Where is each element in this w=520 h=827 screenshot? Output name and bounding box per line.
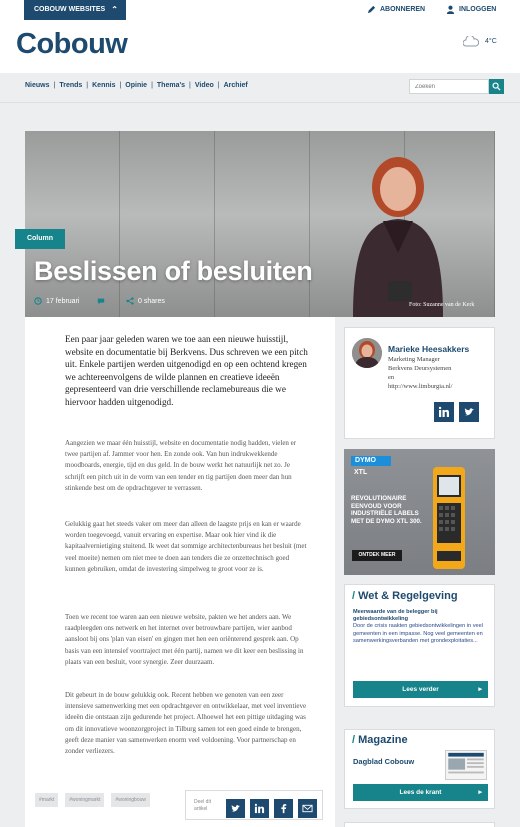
cloud-icon xyxy=(463,36,479,47)
nav-item-video[interactable]: Video xyxy=(194,82,214,89)
nav-item-trends[interactable]: Trends xyxy=(59,82,83,89)
read-newspaper-button[interactable] xyxy=(353,784,488,801)
share-icon xyxy=(126,297,134,305)
ad-text: REVOLUTIONAIRE EENVOUD VOOR INDUSTRIËLE LABELS MET DE DYMO XTL 300. xyxy=(351,495,422,525)
nav-item-nieuws[interactable]: Nieuws xyxy=(25,82,50,89)
wet-title: Wet & Regelgeving xyxy=(358,590,458,602)
share-count-text: 0 shares xyxy=(138,297,165,305)
search-button[interactable] xyxy=(489,79,504,94)
temperature: 4°C xyxy=(485,38,497,45)
read-more-label: Lees verder xyxy=(402,686,439,693)
mail-icon xyxy=(302,803,313,814)
author-company: Berkvens Deursystemen xyxy=(388,365,452,372)
twitter-icon xyxy=(230,803,241,814)
search-icon xyxy=(492,82,501,91)
clock-icon xyxy=(34,297,42,305)
dymo-advertisement[interactable] xyxy=(344,449,495,575)
article-lead: Een paar jaar geleden waren we toe aan een nieuwe huisstijl, website en documentatie bij Berkvens. Dus schreven we een pitch uit. Enkele partijen werden uitgenodigd en op een ochtend kregen we achtereenvolgens de wilde plannen en creatieve ideeën gepresenteerd van drie verschillende reclamebureaus die we hiervoor hadden uitgenodigd. xyxy=(65,334,308,407)
share-twitter-button[interactable] xyxy=(226,799,245,818)
search-input[interactable] xyxy=(409,79,489,94)
top-header xyxy=(0,0,520,73)
pencil-icon xyxy=(367,5,376,14)
title-slash: / xyxy=(352,734,359,746)
read-more-button[interactable] xyxy=(353,681,488,698)
tag-woningmarkt[interactable]: #woningmarkt xyxy=(65,793,104,807)
date-text: 17 februari xyxy=(46,297,80,305)
author-info xyxy=(388,355,452,391)
widget-title xyxy=(352,734,408,746)
hero-image xyxy=(25,131,495,317)
nav-separator: | xyxy=(86,82,89,89)
publish-date xyxy=(34,297,79,305)
article-paragraph: Aangezien we maar één huisstijl, website en documentatie nodig hadden, vielen er twee partijen af. Jammer voor hen. En zonde ook. Van hun indrukwekkende moodboards, energie, tijd en dus geld. In de bouw werkt het natuurlijk net zo. Je schrijft een pitch uit in de vorm van een tender en tig partijen doen meer dan hun stinkende best om de opdrachtgever te verrassen. xyxy=(65,439,297,492)
share-box xyxy=(185,790,323,820)
user-icon xyxy=(446,5,455,14)
widget-title xyxy=(352,590,458,602)
ad-product-name: XTL xyxy=(354,469,368,476)
read-newspaper-label: Lees de krant xyxy=(399,789,442,796)
login-label: INLOGGEN xyxy=(459,6,497,13)
wet-link-title: Meerwaarde van de belegger bij gebiedsontwikkeling xyxy=(353,609,438,623)
cobouw-websites-button[interactable] xyxy=(24,0,126,20)
category-tag[interactable]: Column xyxy=(15,229,65,249)
author-role: Marketing Manager xyxy=(388,356,440,363)
nav-separator: | xyxy=(189,82,191,89)
share-linkedin-button[interactable] xyxy=(250,799,269,818)
comments-link[interactable] xyxy=(97,297,105,305)
label-printer-image xyxy=(429,463,469,573)
nav-separator: | xyxy=(217,82,220,89)
magazine-subtitle: Dagblad Cobouw xyxy=(353,757,415,766)
linkedin-icon xyxy=(438,406,450,418)
concrete-panel xyxy=(25,131,120,317)
linkedin-icon xyxy=(254,803,265,814)
concrete-panel xyxy=(215,131,310,317)
next-widget xyxy=(344,822,495,827)
share-email-button[interactable] xyxy=(298,799,317,818)
photo-credit: Foto: Suzanne van de Kerk xyxy=(409,302,475,308)
dymo-logo: DYMO xyxy=(351,456,391,466)
ad-cta-button[interactable]: ONTDEK MEER xyxy=(352,550,402,561)
arrow-right-icon: ▸ xyxy=(478,789,482,796)
weather-widget xyxy=(463,36,497,47)
nav-separator: | xyxy=(151,82,153,89)
share-count[interactable] xyxy=(126,297,165,305)
author-twitter-button[interactable] xyxy=(459,402,479,422)
author-url[interactable]: http://www.limburgia.nl/ xyxy=(388,383,453,390)
share-facebook-button[interactable] xyxy=(274,799,293,818)
article-paragraph: Gelukkig gaat het steeds vaker om meer dan alleen de laagste prijs en kan er waarde worden toegevoegd, vanuit ervaring en expertise. Maar ook hier vind ik die kapitaalvernietiging stuitend. Ik weet dat sommige architectenbureaus het besluit (met veel moeite) nemen om niet mee te doen aan tenders die ze onzettechnisch goed kunnen gebruiken, omdat de investering simpelweg te groot voor ze is. xyxy=(65,520,307,573)
author-linkedin-button[interactable] xyxy=(434,402,454,422)
author-name[interactable]: Marieke Heesakkers xyxy=(388,344,470,354)
nav-item-archief[interactable]: Archief xyxy=(223,82,248,89)
nav-item-themas[interactable]: Thema's xyxy=(156,82,186,89)
magazine-title: Magazine xyxy=(358,734,408,746)
twitter-icon xyxy=(463,406,475,418)
share-label: Deel dit artikel xyxy=(194,799,211,812)
chevron-up-icon: ⌃ xyxy=(111,5,118,14)
subscribe-link[interactable] xyxy=(367,5,425,14)
author-avatar[interactable] xyxy=(352,338,382,368)
author-portrait xyxy=(343,143,453,317)
nav-separator: | xyxy=(53,82,56,89)
cobouw-logo[interactable]: Cobouw xyxy=(16,28,128,60)
login-link[interactable] xyxy=(446,5,496,14)
tag-woningbouw[interactable]: #woningbouw xyxy=(111,793,150,807)
subscribe-label: ABONNEREN xyxy=(380,6,426,13)
newspaper-cover-image[interactable] xyxy=(445,750,487,780)
tag-list xyxy=(35,793,150,807)
author-and: en xyxy=(388,374,395,381)
nav-separator: | xyxy=(119,82,122,89)
arrow-right-icon: ▸ xyxy=(478,686,482,693)
sites-button-label: COBOUW WEBSITES xyxy=(34,6,106,13)
comment-icon xyxy=(97,297,105,305)
nav-menu xyxy=(25,82,248,89)
article-body xyxy=(25,317,335,827)
article-paragraph: Toen we recent toe waren aan een nieuwe website, pakten we het anders aan. We raadpleegden ons netwerk en het internet over betrouwbare partijen, wier aanbod aansloot bij ons 'plan van eisen' en gingen met hen een oriënterend gesprek aan. Op basis van een intensief voortraject met één partij, namen we dit keer een beslissing in plaats van een besluit, voor synergie. Zeer duurzaam. xyxy=(65,613,304,666)
author-card xyxy=(344,327,495,439)
facebook-icon xyxy=(278,803,289,814)
wet-article-link[interactable] xyxy=(353,609,488,645)
nav-item-opinie[interactable]: Opinie xyxy=(125,82,148,89)
article-paragraph: Dit gebeurt in de bouw gelukkig ook. Recent hebben we genoten van een zeer intensieve samenwerking met een opdrachtgever en ontwikkelaar, met veel inventieve ideeën die ontstaan zijn gedurende het project. Alhoewel het een pittige uitdaging was om dit innovatieve woonzorgproject in Tilburg samen tot een goed einde te brengen, geeft deze manier van samenwerken enorm veel voldoening. Voor partnerschap en zonder verliezers. xyxy=(65,691,307,756)
tag-markt[interactable]: #markt xyxy=(35,793,58,807)
wet-regelgeving-widget xyxy=(344,584,495,707)
main-navigation xyxy=(0,73,520,103)
concrete-panel xyxy=(120,131,215,317)
title-slash: / xyxy=(352,590,359,602)
article-title: Beslissen of besluiten xyxy=(34,256,313,286)
magazine-widget xyxy=(344,729,495,809)
wet-link-body: Door de crisis raakten gebiedsontwikkelingen in veel gemeenten in een impasse. Nog veel gemeenten en samenwerkingsverbanden met grondexploitaties... xyxy=(353,623,483,644)
nav-item-kennis[interactable]: Kennis xyxy=(92,82,116,89)
